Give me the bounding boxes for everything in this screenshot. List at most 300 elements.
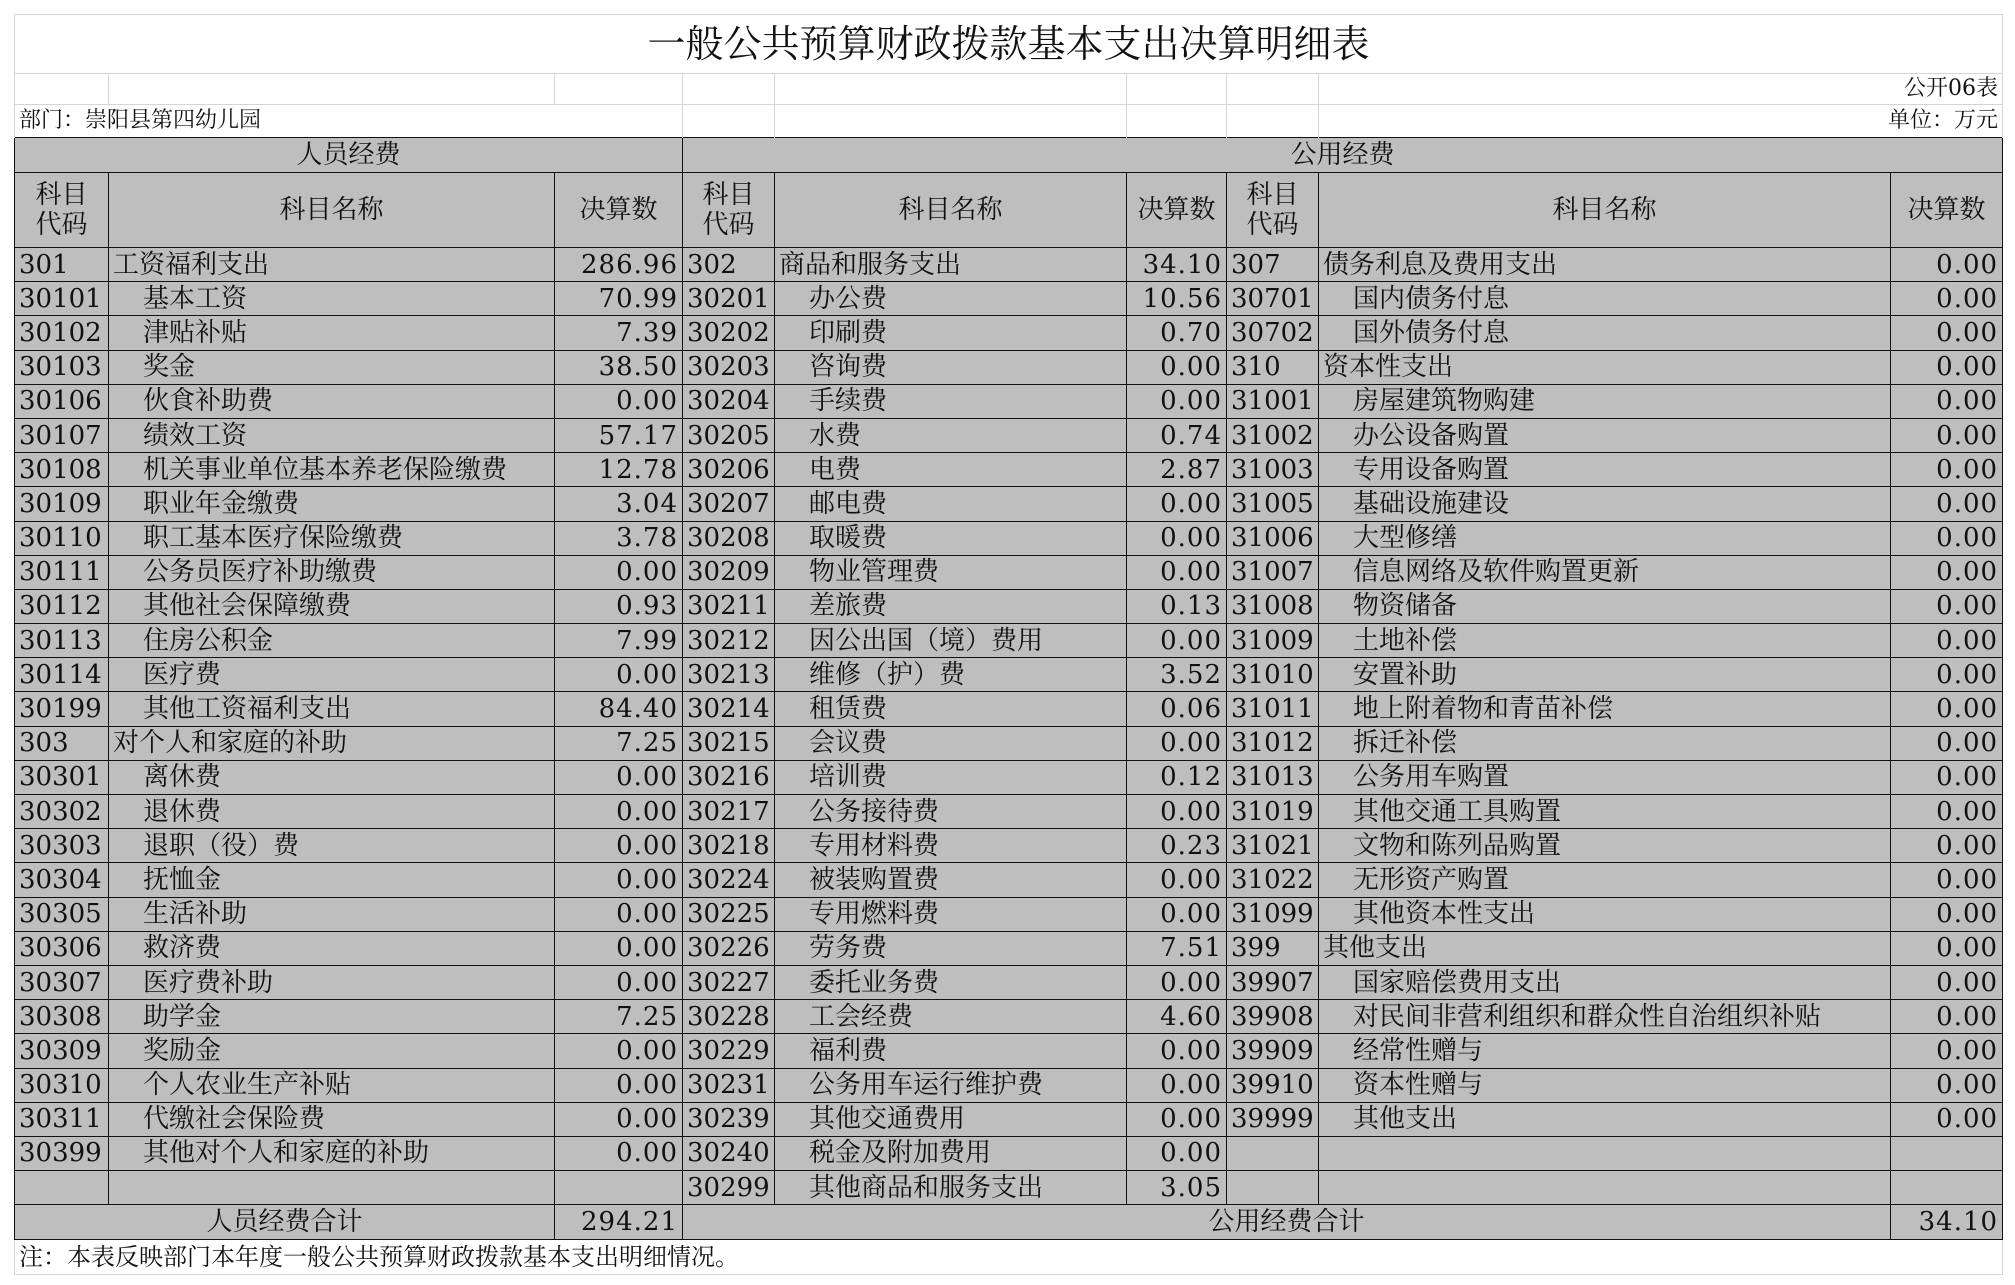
- other-amount-cell: 0.00: [1891, 624, 2003, 658]
- public-name-cell: 手续费: [775, 384, 1127, 418]
- personnel-code-cell: 30303: [15, 829, 109, 863]
- other-code-cell: 31099: [1227, 897, 1319, 931]
- public-amount-cell: 3.52: [1127, 658, 1227, 692]
- header-code: 科目 代码: [683, 173, 775, 248]
- personnel-name-cell: 其他工资福利支出: [109, 692, 555, 726]
- personnel-amount-cell: 0.00: [555, 965, 683, 999]
- other-amount-cell: 0.00: [1891, 350, 2003, 384]
- public-code-cell: 30229: [683, 1034, 775, 1068]
- personnel-name-cell: 伙食补助费: [109, 384, 555, 418]
- other-name-cell: 其他交通工具购置: [1319, 795, 1891, 829]
- table-row: [15, 350, 2003, 384]
- unit-label: 单位：万元: [1319, 105, 2003, 138]
- public-name-cell: 税金及附加费用: [775, 1136, 1127, 1170]
- personnel-code-cell: 30110: [15, 521, 109, 555]
- personnel-name-cell: 退职（役）费: [109, 829, 555, 863]
- table-row: [15, 282, 2003, 316]
- other-amount-cell: 0.00: [1891, 726, 2003, 760]
- personnel-name-cell: 津贴补贴: [109, 316, 555, 350]
- other-amount-cell: 0.00: [1891, 487, 2003, 521]
- personnel-amount-cell: 0.00: [555, 829, 683, 863]
- public-amount-cell: 0.00: [1127, 487, 1227, 521]
- public-code-cell: 30203: [683, 350, 775, 384]
- personnel-code-cell: 301: [15, 248, 109, 282]
- personnel-amount-cell: 0.00: [555, 795, 683, 829]
- public-amount-cell: 34.10: [1127, 248, 1227, 282]
- public-amount-cell: 0.12: [1127, 760, 1227, 794]
- personnel-amount-cell: 286.96: [555, 248, 683, 282]
- other-amount-cell: 0.00: [1891, 658, 2003, 692]
- personnel-name-cell: 代缴社会保险费: [109, 1102, 555, 1136]
- public-name-cell: 印刷费: [775, 316, 1127, 350]
- other-name-cell: 专用设备购置: [1319, 453, 1891, 487]
- header-name: 科目名称: [1319, 173, 1891, 248]
- other-name-cell: 公务用车购置: [1319, 760, 1891, 794]
- other-amount-cell: 0.00: [1891, 1034, 2003, 1068]
- table-row: [15, 897, 2003, 931]
- other-amount-cell: 0.00: [1891, 897, 2003, 931]
- personnel-name-cell: 绩效工资: [109, 418, 555, 452]
- public-name-cell: 水费: [775, 418, 1127, 452]
- public-name-cell: 培训费: [775, 760, 1127, 794]
- personnel-amount-cell: 7.25: [555, 726, 683, 760]
- personnel-name-cell: 职工基本医疗保险缴费: [109, 521, 555, 555]
- other-amount-cell: 0.00: [1891, 248, 2003, 282]
- public-amount-cell: 3.05: [1127, 1171, 1227, 1205]
- other-code-cell: 31008: [1227, 589, 1319, 623]
- personnel-amount-cell: 7.99: [555, 624, 683, 658]
- group-header-public: 公用经费: [683, 138, 2003, 173]
- personnel-code-cell: 30106: [15, 384, 109, 418]
- other-name-cell: 其他支出: [1319, 1102, 1891, 1136]
- public-name-cell: 委托业务费: [775, 965, 1127, 999]
- public-code-cell: 30215: [683, 726, 775, 760]
- public-code-cell: 30240: [683, 1136, 775, 1170]
- public-amount-cell: 0.00: [1127, 863, 1227, 897]
- personnel-code-cell: 30108: [15, 453, 109, 487]
- header-amount: 决算数: [1891, 173, 2003, 248]
- table-row: [15, 589, 2003, 623]
- personnel-code-cell: 30304: [15, 863, 109, 897]
- personnel-amount-cell: 0.00: [555, 555, 683, 589]
- header-code: 科目 代码: [1227, 173, 1319, 248]
- personnel-code-cell: 30109: [15, 487, 109, 521]
- personnel-amount-cell: 7.25: [555, 1000, 683, 1034]
- public-amount-cell: 0.00: [1127, 1102, 1227, 1136]
- public-total-value: 34.10: [1891, 1205, 2003, 1240]
- other-amount-cell: 0.00: [1891, 555, 2003, 589]
- public-name-cell: 维修（护）费: [775, 658, 1127, 692]
- personnel-amount-cell: 0.00: [555, 384, 683, 418]
- personnel-code-cell: 30309: [15, 1034, 109, 1068]
- personnel-name-cell: 奖金: [109, 350, 555, 384]
- personnel-total-value: 294.21: [555, 1205, 683, 1240]
- table-row: [15, 863, 2003, 897]
- table-row: [15, 384, 2003, 418]
- public-amount-cell: 0.00: [1127, 795, 1227, 829]
- other-code-cell: 31010: [1227, 658, 1319, 692]
- table-row: [15, 795, 2003, 829]
- personnel-amount-cell: 3.78: [555, 521, 683, 555]
- other-code-cell: 31021: [1227, 829, 1319, 863]
- table-row: [15, 965, 2003, 999]
- public-amount-cell: 0.00: [1127, 624, 1227, 658]
- other-amount-cell: 0.00: [1891, 965, 2003, 999]
- personnel-name-cell: 公务员医疗补助缴费: [109, 555, 555, 589]
- report-sheet: [14, 14, 2002, 1275]
- other-code-cell: 399: [1227, 931, 1319, 965]
- public-code-cell: 30216: [683, 760, 775, 794]
- public-code-cell: 302: [683, 248, 775, 282]
- public-code-cell: 30212: [683, 624, 775, 658]
- public-name-cell: 商品和服务支出: [775, 248, 1127, 282]
- public-code-cell: 30239: [683, 1102, 775, 1136]
- personnel-name-cell: 对个人和家庭的补助: [109, 726, 555, 760]
- personnel-amount-cell: 0.93: [555, 589, 683, 623]
- public-name-cell: 咨询费: [775, 350, 1127, 384]
- personnel-name-cell: 生活补助: [109, 897, 555, 931]
- personnel-amount-cell: 0.00: [555, 1102, 683, 1136]
- other-name-cell: 文物和陈列品购置: [1319, 829, 1891, 863]
- public-code-cell: 30214: [683, 692, 775, 726]
- other-code-cell: 39999: [1227, 1102, 1319, 1136]
- table-row: [15, 760, 2003, 794]
- table-row: [15, 829, 2003, 863]
- public-name-cell: 专用燃料费: [775, 897, 1127, 931]
- personnel-amount-cell: 0.00: [555, 863, 683, 897]
- public-code-cell: 30225: [683, 897, 775, 931]
- other-name-cell: 拆迁补偿: [1319, 726, 1891, 760]
- public-amount-cell: 10.56: [1127, 282, 1227, 316]
- personnel-amount-cell: 70.99: [555, 282, 683, 316]
- personnel-code-cell: 30302: [15, 795, 109, 829]
- other-code-cell: 310: [1227, 350, 1319, 384]
- personnel-amount-cell: 38.50: [555, 350, 683, 384]
- public-name-cell: 取暖费: [775, 521, 1127, 555]
- personnel-code-cell: 30311: [15, 1102, 109, 1136]
- other-amount-cell: 0.00: [1891, 863, 2003, 897]
- public-amount-cell: 2.87: [1127, 453, 1227, 487]
- public-code-cell: 30299: [683, 1171, 775, 1205]
- personnel-code-cell: 30111: [15, 555, 109, 589]
- personnel-name-cell: 抚恤金: [109, 863, 555, 897]
- other-name-cell: 对民间非营利组织和群众性自治组织补贴: [1319, 1000, 1891, 1034]
- public-code-cell: 30201: [683, 282, 775, 316]
- other-amount-cell: 0.00: [1891, 1068, 2003, 1102]
- public-code-cell: 30226: [683, 931, 775, 965]
- other-amount-cell: 0.00: [1891, 1102, 2003, 1136]
- other-code-cell: 31003: [1227, 453, 1319, 487]
- personnel-code-cell: [15, 1171, 109, 1205]
- personnel-name-cell: 基本工资: [109, 282, 555, 316]
- personnel-amount-cell: [555, 1171, 683, 1205]
- public-code-cell: 30206: [683, 453, 775, 487]
- table-row: [15, 555, 2003, 589]
- personnel-name-cell: 职业年金缴费: [109, 487, 555, 521]
- other-amount-cell: 0.00: [1891, 384, 2003, 418]
- table-row: [15, 726, 2003, 760]
- header-code: 科目 代码: [15, 173, 109, 248]
- public-code-cell: 30202: [683, 316, 775, 350]
- personnel-amount-cell: 0.00: [555, 658, 683, 692]
- other-name-cell: 土地补偿: [1319, 624, 1891, 658]
- other-name-cell: [1319, 1171, 1891, 1205]
- public-total-label: 公用经费合计: [683, 1205, 1891, 1240]
- other-code-cell: [1227, 1136, 1319, 1170]
- personnel-code-cell: 30307: [15, 965, 109, 999]
- public-name-cell: 租赁费: [775, 692, 1127, 726]
- personnel-name-cell: 退休费: [109, 795, 555, 829]
- other-code-cell: 31006: [1227, 521, 1319, 555]
- other-code-cell: 39909: [1227, 1034, 1319, 1068]
- personnel-amount-cell: 0.00: [555, 1068, 683, 1102]
- public-amount-cell: 0.06: [1127, 692, 1227, 726]
- other-name-cell: 安置补助: [1319, 658, 1891, 692]
- public-name-cell: 工会经费: [775, 1000, 1127, 1034]
- public-amount-cell: 0.00: [1127, 350, 1227, 384]
- public-name-cell: 公务用车运行维护费: [775, 1068, 1127, 1102]
- other-name-cell: 办公设备购置: [1319, 418, 1891, 452]
- header-name: 科目名称: [109, 173, 555, 248]
- table-row: [15, 418, 2003, 452]
- personnel-code-cell: 30310: [15, 1068, 109, 1102]
- personnel-name-cell: 其他社会保障缴费: [109, 589, 555, 623]
- personnel-code-cell: 30102: [15, 316, 109, 350]
- other-code-cell: 30702: [1227, 316, 1319, 350]
- table-row: [15, 1068, 2003, 1102]
- table-row: [15, 248, 2003, 282]
- other-name-cell: 大型修缮: [1319, 521, 1891, 555]
- table-row: [15, 1136, 2003, 1170]
- personnel-code-cell: 30103: [15, 350, 109, 384]
- public-amount-cell: 4.60: [1127, 1000, 1227, 1034]
- other-amount-cell: [1891, 1171, 2003, 1205]
- other-amount-cell: 0.00: [1891, 589, 2003, 623]
- other-code-cell: 31009: [1227, 624, 1319, 658]
- personnel-code-cell: 30301: [15, 760, 109, 794]
- other-amount-cell: 0.00: [1891, 316, 2003, 350]
- other-amount-cell: [1891, 1136, 2003, 1170]
- public-name-cell: 因公出国（境）费用: [775, 624, 1127, 658]
- table-row: [15, 1000, 2003, 1034]
- other-name-cell: 无形资产购置: [1319, 863, 1891, 897]
- public-name-cell: 劳务费: [775, 931, 1127, 965]
- other-name-cell: 国外债务付息: [1319, 316, 1891, 350]
- public-name-cell: 其他商品和服务支出: [775, 1171, 1127, 1205]
- other-name-cell: 国内债务付息: [1319, 282, 1891, 316]
- public-name-cell: 其他交通费用: [775, 1102, 1127, 1136]
- expenditure-table: [14, 14, 2003, 1275]
- table-row: [15, 1034, 2003, 1068]
- personnel-code-cell: 30113: [15, 624, 109, 658]
- public-name-cell: 电费: [775, 453, 1127, 487]
- personnel-name-cell: 医疗费补助: [109, 965, 555, 999]
- footnote: 注：本表反映部门本年度一般公共预算财政拨款基本支出明细情况。: [15, 1240, 2003, 1275]
- other-amount-cell: 0.00: [1891, 521, 2003, 555]
- public-amount-cell: 0.00: [1127, 1034, 1227, 1068]
- personnel-code-cell: 30199: [15, 692, 109, 726]
- other-code-cell: 31012: [1227, 726, 1319, 760]
- personnel-amount-cell: 3.04: [555, 487, 683, 521]
- personnel-code-cell: 30114: [15, 658, 109, 692]
- other-name-cell: 其他资本性支出: [1319, 897, 1891, 931]
- public-amount-cell: 0.00: [1127, 1068, 1227, 1102]
- personnel-code-cell: 30112: [15, 589, 109, 623]
- public-amount-cell: 0.70: [1127, 316, 1227, 350]
- header-amount: 决算数: [555, 173, 683, 248]
- public-amount-cell: 0.00: [1127, 1136, 1227, 1170]
- public-amount-cell: 0.00: [1127, 555, 1227, 589]
- public-code-cell: 30207: [683, 487, 775, 521]
- personnel-code-cell: 30101: [15, 282, 109, 316]
- personnel-name-cell: 其他对个人和家庭的补助: [109, 1136, 555, 1170]
- public-code-cell: 30204: [683, 384, 775, 418]
- personnel-name-cell: [109, 1171, 555, 1205]
- public-code-cell: 30218: [683, 829, 775, 863]
- personnel-name-cell: 工资福利支出: [109, 248, 555, 282]
- public-amount-cell: 0.00: [1127, 897, 1227, 931]
- other-name-cell: 国家赔偿费用支出: [1319, 965, 1891, 999]
- other-name-cell: 基础设施建设: [1319, 487, 1891, 521]
- other-code-cell: 31005: [1227, 487, 1319, 521]
- other-name-cell: 债务利息及费用支出: [1319, 248, 1891, 282]
- other-amount-cell: 0.00: [1891, 692, 2003, 726]
- header-amount: 决算数: [1127, 173, 1227, 248]
- other-code-cell: 39908: [1227, 1000, 1319, 1034]
- public-name-cell: 办公费: [775, 282, 1127, 316]
- public-amount-cell: 0.13: [1127, 589, 1227, 623]
- public-code-cell: 30211: [683, 589, 775, 623]
- other-code-cell: 31022: [1227, 863, 1319, 897]
- group-header-personnel: 人员经费: [15, 138, 683, 173]
- public-amount-cell: 0.00: [1127, 521, 1227, 555]
- personnel-amount-cell: 0.00: [555, 931, 683, 965]
- table-row: [15, 521, 2003, 555]
- personnel-code-cell: 30308: [15, 1000, 109, 1034]
- other-code-cell: 30701: [1227, 282, 1319, 316]
- other-code-cell: [1227, 1171, 1319, 1205]
- public-name-cell: 会议费: [775, 726, 1127, 760]
- public-code-cell: 30217: [683, 795, 775, 829]
- table-row: [15, 931, 2003, 965]
- table-row: [15, 453, 2003, 487]
- public-code-cell: 30205: [683, 418, 775, 452]
- other-amount-cell: 0.00: [1891, 760, 2003, 794]
- table-row: [15, 1171, 2003, 1205]
- public-amount-cell: 0.00: [1127, 965, 1227, 999]
- personnel-code-cell: 30306: [15, 931, 109, 965]
- public-code-cell: 30209: [683, 555, 775, 589]
- table-row: [15, 1102, 2003, 1136]
- other-name-cell: 经常性赠与: [1319, 1034, 1891, 1068]
- personnel-code-cell: 30107: [15, 418, 109, 452]
- other-name-cell: 地上附着物和青苗补偿: [1319, 692, 1891, 726]
- personnel-amount-cell: 57.17: [555, 418, 683, 452]
- other-name-cell: 房屋建筑物购建: [1319, 384, 1891, 418]
- personnel-name-cell: 离休费: [109, 760, 555, 794]
- personnel-amount-cell: 0.00: [555, 1034, 683, 1068]
- other-amount-cell: 0.00: [1891, 795, 2003, 829]
- personnel-amount-cell: 0.00: [555, 1136, 683, 1170]
- other-name-cell: 其他支出: [1319, 931, 1891, 965]
- other-amount-cell: 0.00: [1891, 453, 2003, 487]
- form-number: 公开06表: [1319, 74, 2003, 105]
- public-code-cell: 30213: [683, 658, 775, 692]
- table-row: [15, 692, 2003, 726]
- table-row: [15, 658, 2003, 692]
- personnel-name-cell: 助学金: [109, 1000, 555, 1034]
- personnel-code-cell: 30305: [15, 897, 109, 931]
- public-code-cell: 30231: [683, 1068, 775, 1102]
- table-row: [15, 316, 2003, 350]
- personnel-name-cell: 医疗费: [109, 658, 555, 692]
- table-row: [15, 487, 2003, 521]
- other-code-cell: 307: [1227, 248, 1319, 282]
- public-amount-cell: 0.00: [1127, 384, 1227, 418]
- other-amount-cell: 0.00: [1891, 282, 2003, 316]
- public-code-cell: 30224: [683, 863, 775, 897]
- personnel-amount-cell: 0.00: [555, 760, 683, 794]
- personnel-total-label: 人员经费合计: [15, 1205, 555, 1240]
- other-amount-cell: 0.00: [1891, 1000, 2003, 1034]
- other-amount-cell: 0.00: [1891, 418, 2003, 452]
- other-name-cell: 物资储备: [1319, 589, 1891, 623]
- page-title: 一般公共预算财政拨款基本支出决算明细表: [15, 15, 2003, 74]
- public-name-cell: 福利费: [775, 1034, 1127, 1068]
- other-code-cell: 31011: [1227, 692, 1319, 726]
- other-name-cell: 信息网络及软件购置更新: [1319, 555, 1891, 589]
- public-amount-cell: 0.00: [1127, 726, 1227, 760]
- other-code-cell: 39910: [1227, 1068, 1319, 1102]
- other-name-cell: 资本性赠与: [1319, 1068, 1891, 1102]
- public-amount-cell: 0.23: [1127, 829, 1227, 863]
- personnel-code-cell: 30399: [15, 1136, 109, 1170]
- public-code-cell: 30228: [683, 1000, 775, 1034]
- other-code-cell: 31002: [1227, 418, 1319, 452]
- other-name-cell: 资本性支出: [1319, 350, 1891, 384]
- personnel-name-cell: 住房公积金: [109, 624, 555, 658]
- other-code-cell: 31013: [1227, 760, 1319, 794]
- personnel-name-cell: 个人农业生产补贴: [109, 1068, 555, 1102]
- personnel-amount-cell: 7.39: [555, 316, 683, 350]
- header-name: 科目名称: [775, 173, 1127, 248]
- public-amount-cell: 0.74: [1127, 418, 1227, 452]
- public-amount-cell: 7.51: [1127, 931, 1227, 965]
- public-name-cell: 被装购置费: [775, 863, 1127, 897]
- other-amount-cell: 0.00: [1891, 829, 2003, 863]
- personnel-amount-cell: 0.00: [555, 897, 683, 931]
- other-name-cell: [1319, 1136, 1891, 1170]
- public-name-cell: 专用材料费: [775, 829, 1127, 863]
- department-label: 部门：崇阳县第四幼儿园: [15, 105, 683, 138]
- other-code-cell: 39907: [1227, 965, 1319, 999]
- other-code-cell: 31019: [1227, 795, 1319, 829]
- personnel-name-cell: 机关事业单位基本养老保险缴费: [109, 453, 555, 487]
- personnel-name-cell: 奖励金: [109, 1034, 555, 1068]
- personnel-name-cell: 救济费: [109, 931, 555, 965]
- other-code-cell: 31001: [1227, 384, 1319, 418]
- public-name-cell: 差旅费: [775, 589, 1127, 623]
- personnel-code-cell: 303: [15, 726, 109, 760]
- public-code-cell: 30208: [683, 521, 775, 555]
- other-code-cell: 31007: [1227, 555, 1319, 589]
- other-amount-cell: 0.00: [1891, 931, 2003, 965]
- public-code-cell: 30227: [683, 965, 775, 999]
- public-name-cell: 邮电费: [775, 487, 1127, 521]
- public-name-cell: 公务接待费: [775, 795, 1127, 829]
- table-row: [15, 624, 2003, 658]
- public-name-cell: 物业管理费: [775, 555, 1127, 589]
